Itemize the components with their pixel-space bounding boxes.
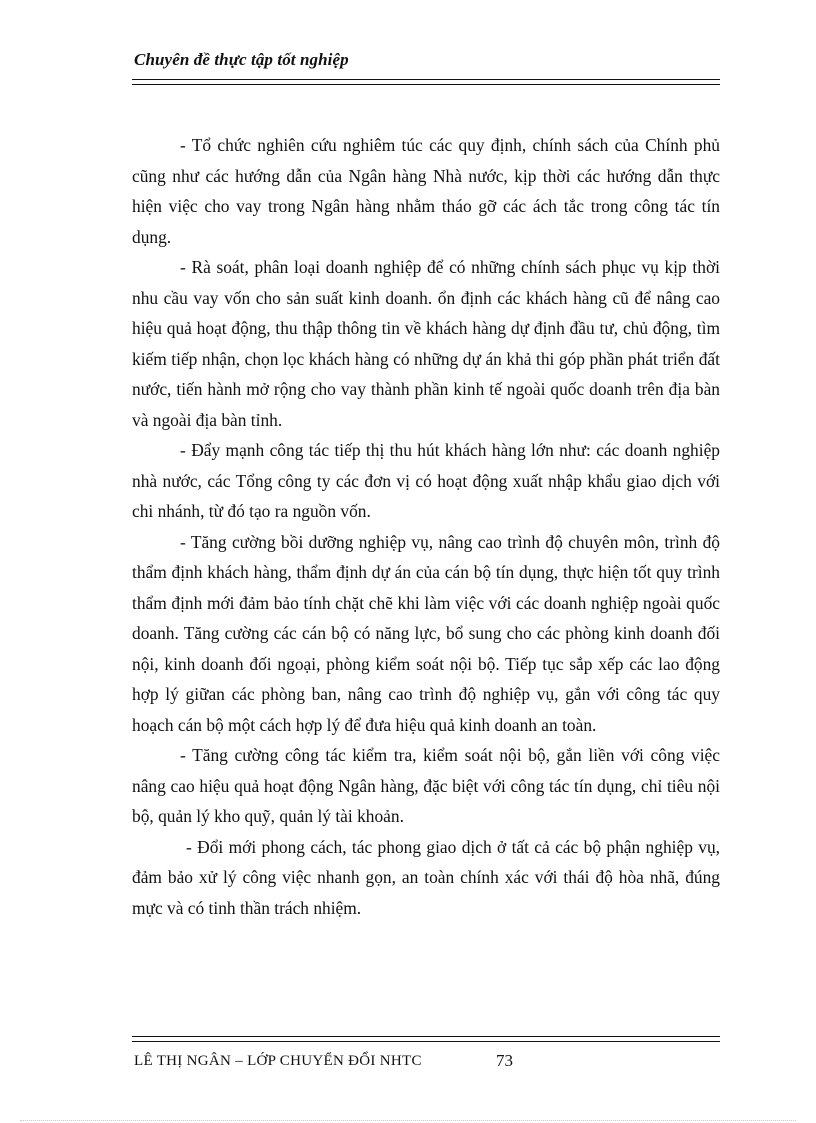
running-header-title: Chuyên đề thực tập tốt nghiệp bbox=[134, 50, 349, 69]
page-number: 73 bbox=[496, 1051, 513, 1070]
paragraph-5: - Tăng cường công tác kiểm tra, kiểm soát nội bộ, gắn liền với công việc nâng cao hiệu quả hoạt động Ngân hàng, đặc biệt với công tác tín dụng, chỉ tiêu nội bộ, quản lý kho quỹ, quản lý tài khoản. bbox=[132, 745, 720, 826]
footer-rule-bottom bbox=[132, 1041, 720, 1042]
page-edge-divider bbox=[20, 1120, 796, 1121]
paragraph-6: - Đổi mới phong cách, tác phong giao dịch ở tất cả các bộ phận nghiệp vụ, đảm bảo xử lý công việc nhanh gọn, an toàn chính xác với thái độ hòa nhã, đúng mực và có tinh thần trách nhiệm. bbox=[132, 836, 720, 918]
footer-rule-top bbox=[132, 1036, 720, 1037]
paragraph-1: - Tổ chức nghiên cứu nghiêm túc các quy định, chính sách của Chính phủ cũng như các hướng dẫn của Ngân hàng Nhà nước, kịp thời các hướng dẫn thực hiện việc cho vay trong Ngân hàng nhằm tháo gỡ các ách tắc trong công tác tín dụng. bbox=[132, 135, 720, 247]
paragraph-3: - Đẩy mạnh công tác tiếp thị thu hút khách hàng lớn như: các doanh nghiệp nhà nước, các Tổng công ty các đơn vị có hoạt động xuất nhập khẩu giao dịch với chi nhánh, từ đó tạo ra nguồn vốn. bbox=[132, 440, 720, 521]
header-rule-top bbox=[132, 79, 720, 80]
paragraph-2: - Rà soát, phân loại doanh nghiệp để có những chính sách phục vụ kịp thời nhu cầu vay vốn cho sản suất kinh doanh. ổn định các khách hàng cũ để nâng cao hiệu quả hoạt động, thu thập thông tin về khách hàng dự định đầu tư, chủ động, tìm kiếm tiếp nhận, chọn lọc khách hàng có những dự án khả thi góp phần phát triển đất nước, tiến hành mở rộng cho vay thành phần kinh tế ngoài quốc doanh trên địa bàn và ngoài địa bàn tỉnh. bbox=[132, 257, 720, 430]
footer-author: LÊ THỊ NGÂN – LỚP CHUYỂN ĐỔI NHTC bbox=[134, 1053, 422, 1069]
paragraph-4: - Tăng cường bồi dưỡng nghiệp vụ, nâng cao trình độ chuyên môn, trình độ thẩm định khách hàng, thẩm định dự án của cán bộ tín dụng, thực hiện tốt quy trình thẩm định mới đảm bảo tính chặt chẽ khi làm việc với các doanh nghiệp ngoài quốc doanh. Tăng cường các cán bộ có năng lực, bổ sung cho các phòng kinh doanh đối nội, kinh doanh đối ngoại, phòng kiểm soát nội bộ. Tiếp tục sắp xếp các lao động hợp lý giữan các phòng ban, nâng cao trình độ nghiệp vụ, gắn với công tác quy hoạch cán bộ một cách hợp lý để đưa hiệu quả kinh doanh an toàn. bbox=[132, 531, 720, 735]
body-text bbox=[132, 130, 720, 923]
header-rule-bottom bbox=[132, 84, 720, 85]
